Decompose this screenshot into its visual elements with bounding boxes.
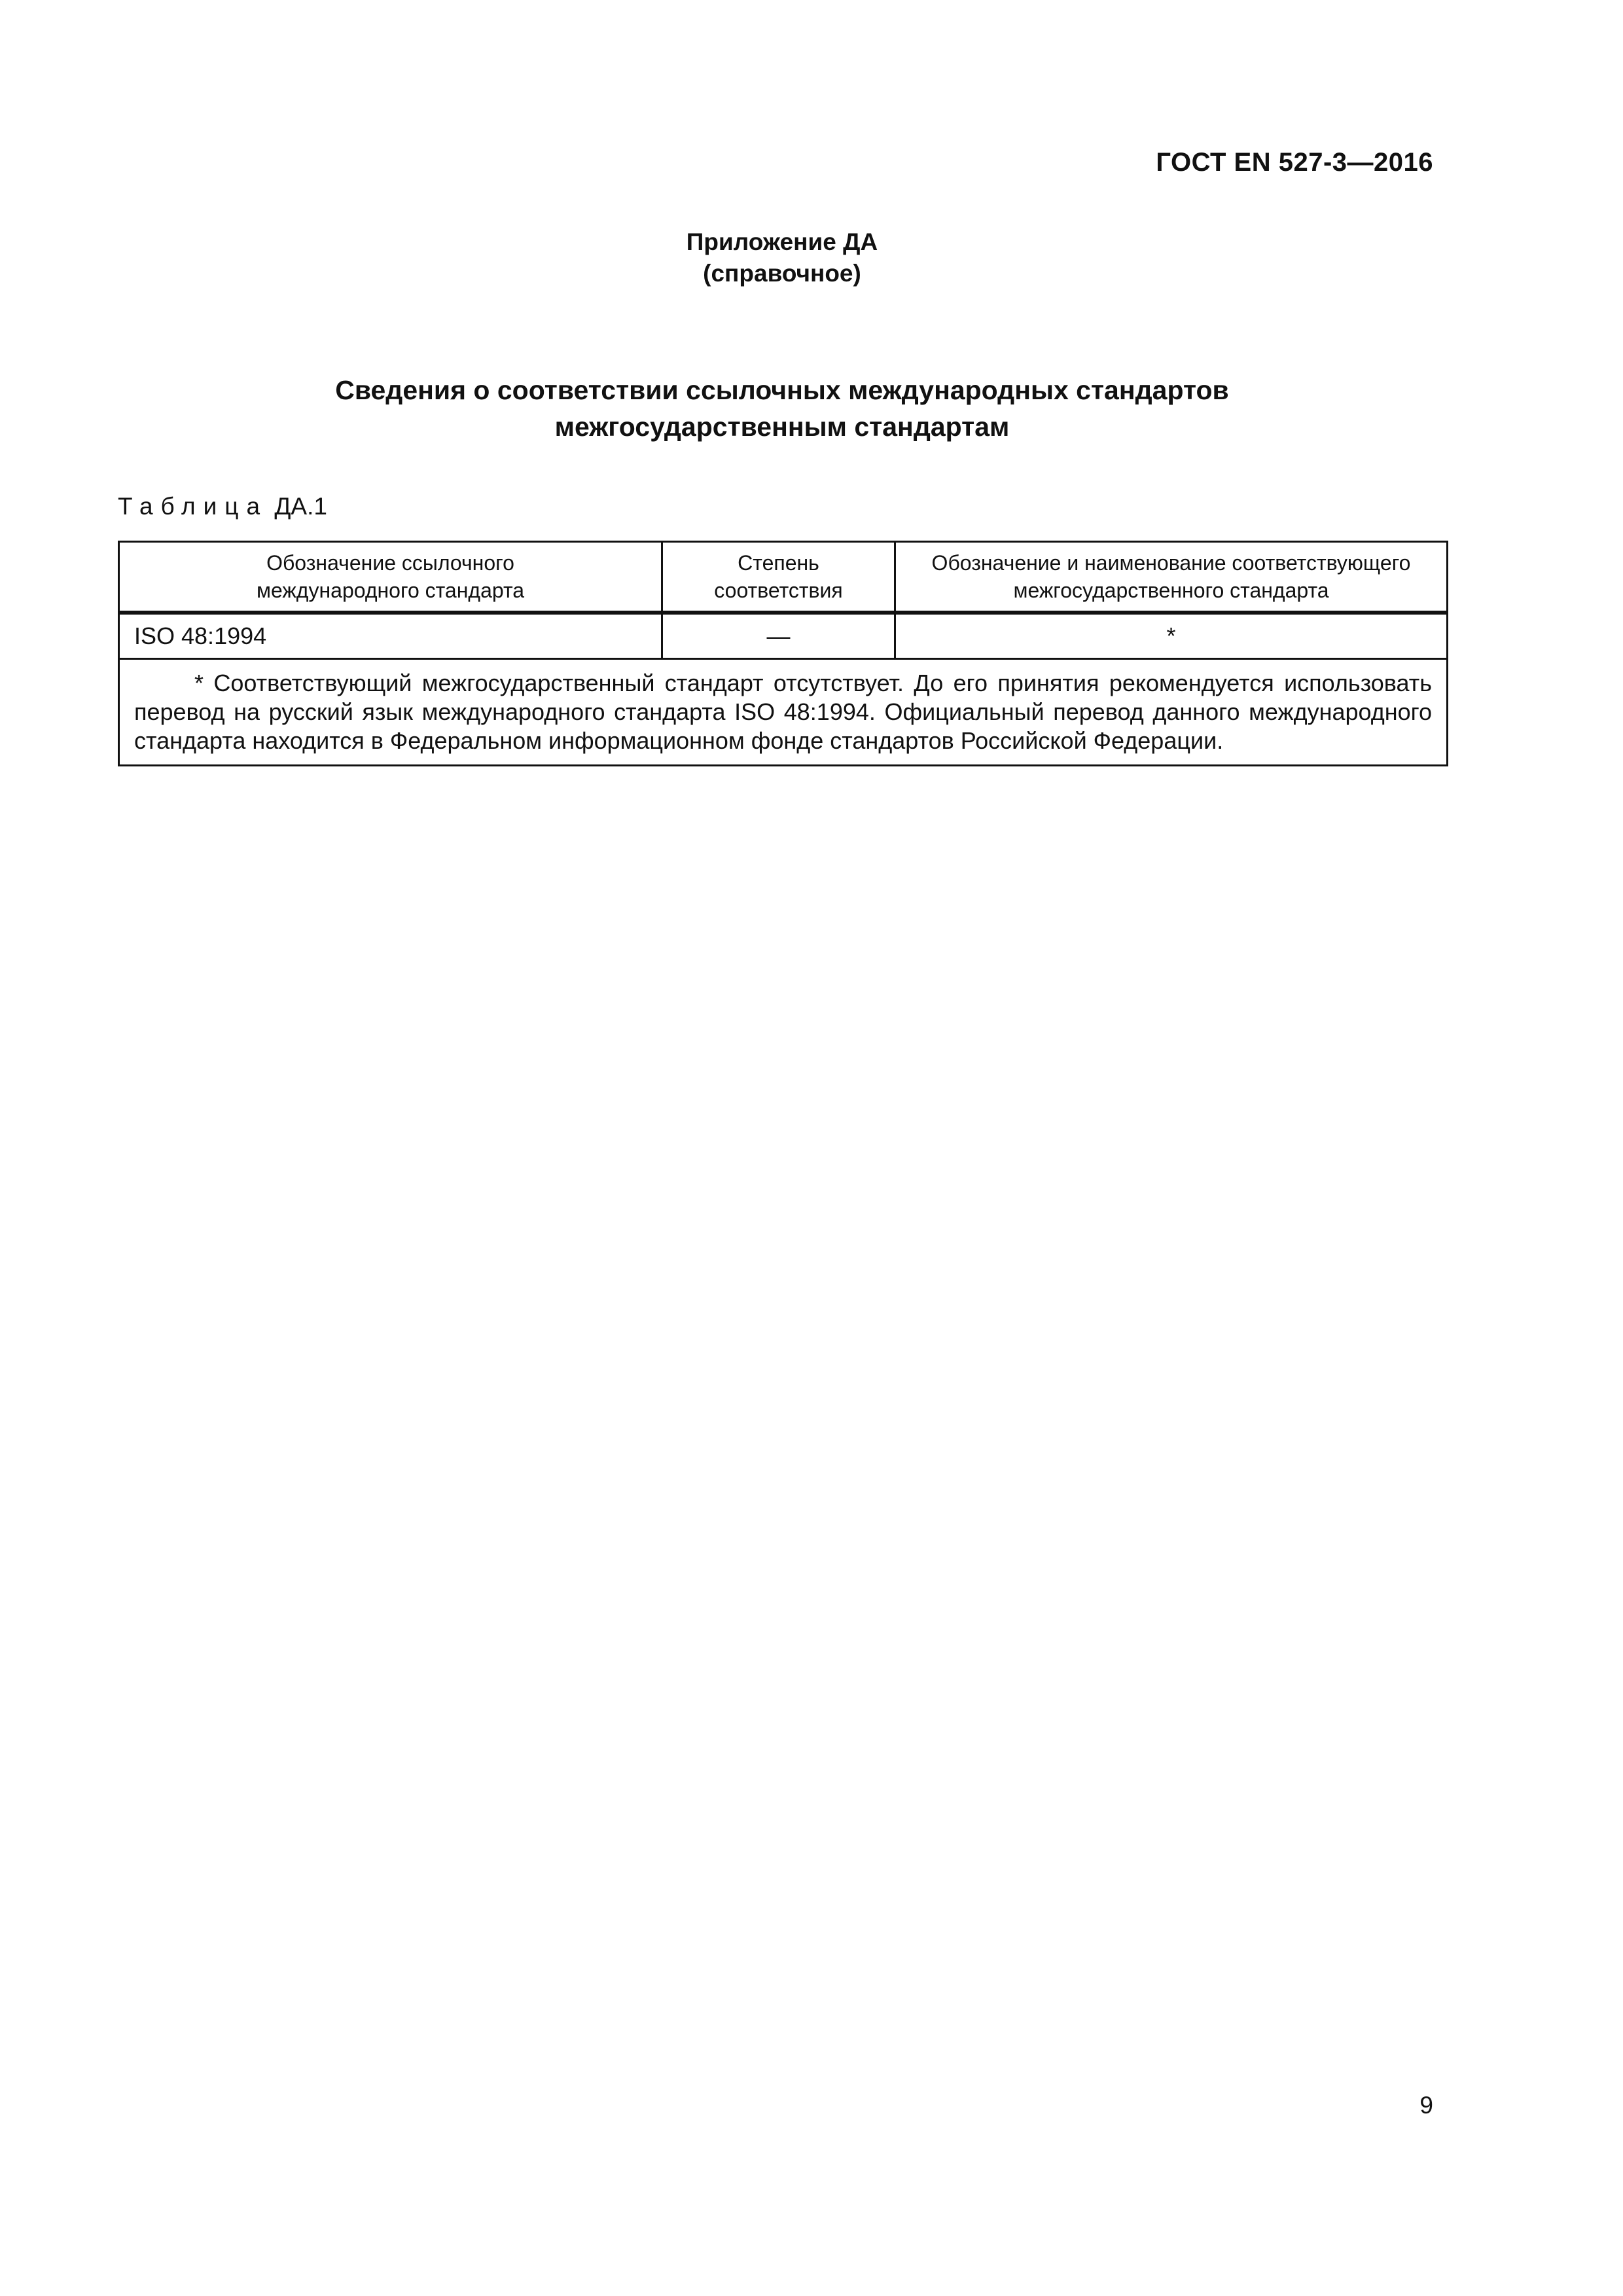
correspondence-table — [118, 541, 1448, 766]
table-caption-number: ДА.1 — [274, 493, 327, 520]
cell-degree-of-conformity: — — [662, 613, 895, 659]
table-footnote-text: * Соответствующий межгосударственный стандарт отсутствует. До его принятия рекомендуется использовать перевод на русский язык международного стандарта ISO 48:1994. Официальный перевод данного международного стандарта находится в Федеральном информационном фонде стандартов Российской Федерации. — [134, 670, 1432, 754]
heading-line-2: межгосударственным стандартам — [554, 412, 1010, 442]
cell-interstate-standard: * — [895, 613, 1448, 659]
header-line: международного стандарта — [256, 579, 525, 602]
table-row — [119, 613, 1448, 659]
header-line: Обозначение ссылочного — [266, 551, 514, 575]
annex-type: (справочное) — [703, 260, 861, 287]
header-line: Обозначение и наименование соответствующего — [931, 551, 1411, 575]
table-header-row — [119, 542, 1448, 613]
document-code: ГОСТ EN 527-3—2016 — [1156, 148, 1433, 177]
header-interstate-standard — [895, 542, 1448, 613]
annex-block — [0, 226, 1564, 289]
header-line: соответствия — [714, 579, 843, 602]
header-line: Степень — [738, 551, 819, 575]
header-line: межгосударственного стандарта — [1013, 579, 1329, 602]
table-caption-word: Таблица — [118, 493, 268, 520]
table-note-row — [119, 659, 1448, 766]
cell-international-standard: ISO 48:1994 — [119, 613, 662, 659]
header-degree-of-conformity — [662, 542, 895, 613]
table-footnote — [119, 659, 1448, 766]
annex-title: Приложение ДА — [686, 228, 878, 255]
heading-line-1: Сведения о соответствии ссылочных международных стандартов — [335, 375, 1229, 405]
table-caption — [118, 493, 327, 520]
section-heading — [0, 372, 1564, 445]
header-international-standard — [119, 542, 662, 613]
page-number: 9 — [1419, 2092, 1433, 2119]
